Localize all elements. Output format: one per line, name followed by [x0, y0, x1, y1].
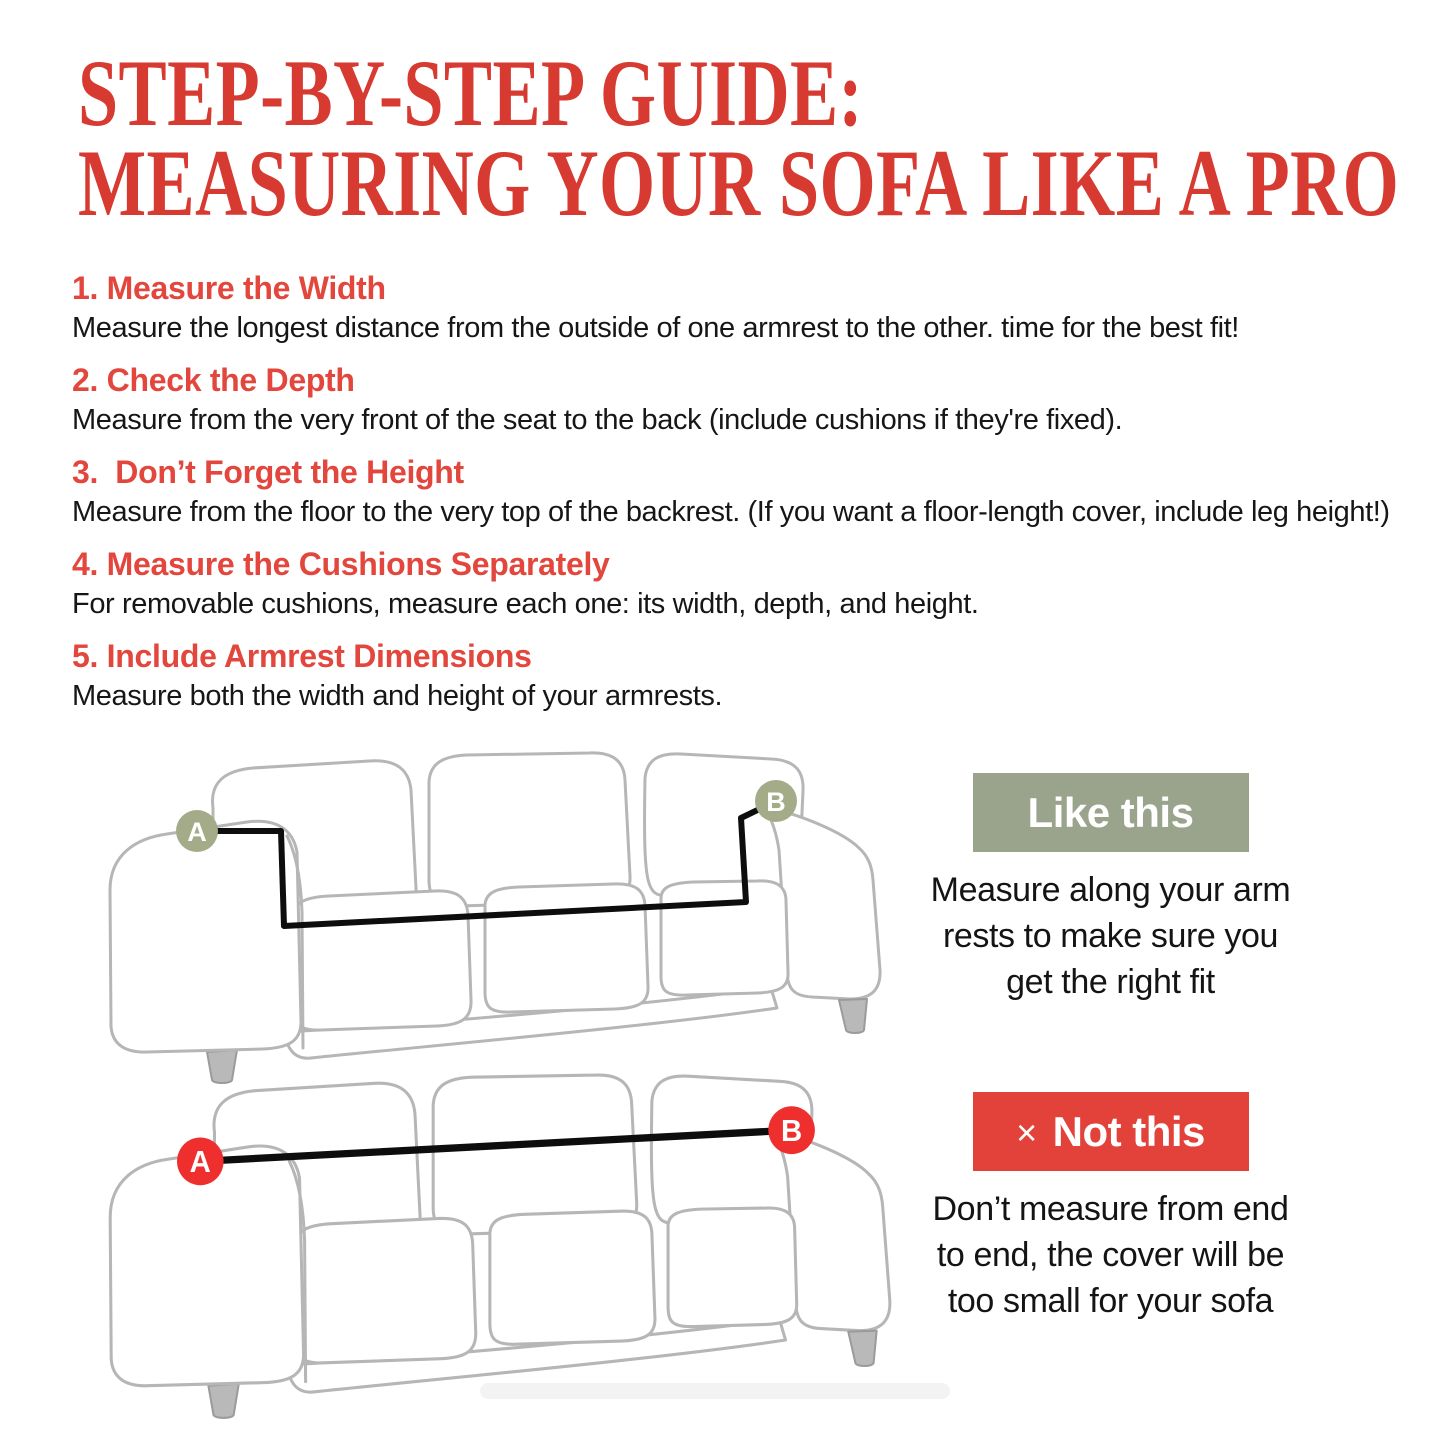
not-this-callout: [918, 1092, 1303, 1324]
not-this-badge-label: Not this: [1052, 1107, 1205, 1155]
step-heading: 1. Measure the Width: [72, 270, 386, 306]
step-item-4: [72, 542, 1412, 620]
step-item-1: [72, 266, 1412, 344]
like-this-badge: [973, 773, 1249, 852]
page-title: [78, 40, 1445, 236]
marker-b: [755, 780, 797, 822]
step-body: Measure both the width and height of your armrests.: [72, 680, 723, 712]
marker-a-label: A: [187, 817, 207, 847]
page-title-line1: STEP-BY-STEP GUIDE:: [78, 40, 863, 146]
steps-list: [72, 266, 1412, 726]
step-item-2: [72, 358, 1412, 436]
step-heading: 5. Include Armrest Dimensions: [72, 638, 532, 674]
step-item-5: [72, 634, 1412, 712]
step-body: Measure from the very front of the seat to the back (include cushions if they're fixed).: [72, 404, 1123, 436]
x-icon: ×: [1016, 1111, 1037, 1153]
like-this-callout: [918, 773, 1303, 1005]
step-heading: 3. Don’t Forget the Height: [72, 454, 464, 490]
floor-shadow: [480, 1383, 950, 1399]
marker-b-label: B: [780, 1114, 803, 1148]
sofa-diagram-correct: [95, 750, 895, 1085]
marker-a: [176, 810, 218, 852]
step-body: Measure the longest distance from the outside of one armrest to the other. time for the best fit!: [72, 312, 1239, 344]
marker-a-label: A: [189, 1145, 211, 1180]
step-heading: 4. Measure the Cushions Separately: [72, 546, 610, 582]
not-this-badge: [973, 1092, 1249, 1171]
step-item-3: [72, 450, 1412, 528]
step-body: Measure from the floor to the very top of the backrest. (If you want a floor-length cover, include leg height!): [72, 496, 1390, 528]
step-heading: 2. Check the Depth: [72, 362, 355, 398]
sofa-diagram-incorrect: [95, 1072, 905, 1420]
like-this-badge-label: Like this: [1027, 788, 1194, 836]
marker-b: [768, 1106, 815, 1154]
marker-a: [177, 1137, 224, 1185]
not-this-description: Don’t measure from end to end, the cover will be too small for your sofa: [932, 1190, 1289, 1320]
step-body: For removable cushions, measure each one: its width, depth, and height.: [72, 588, 979, 620]
marker-b-label: B: [766, 787, 786, 817]
page-title-line2: MEASURING YOUR SOFA LIKE A PRO: [78, 130, 1400, 236]
like-this-description: Measure along your arm rests to make sure you get the right fit: [930, 871, 1291, 1001]
